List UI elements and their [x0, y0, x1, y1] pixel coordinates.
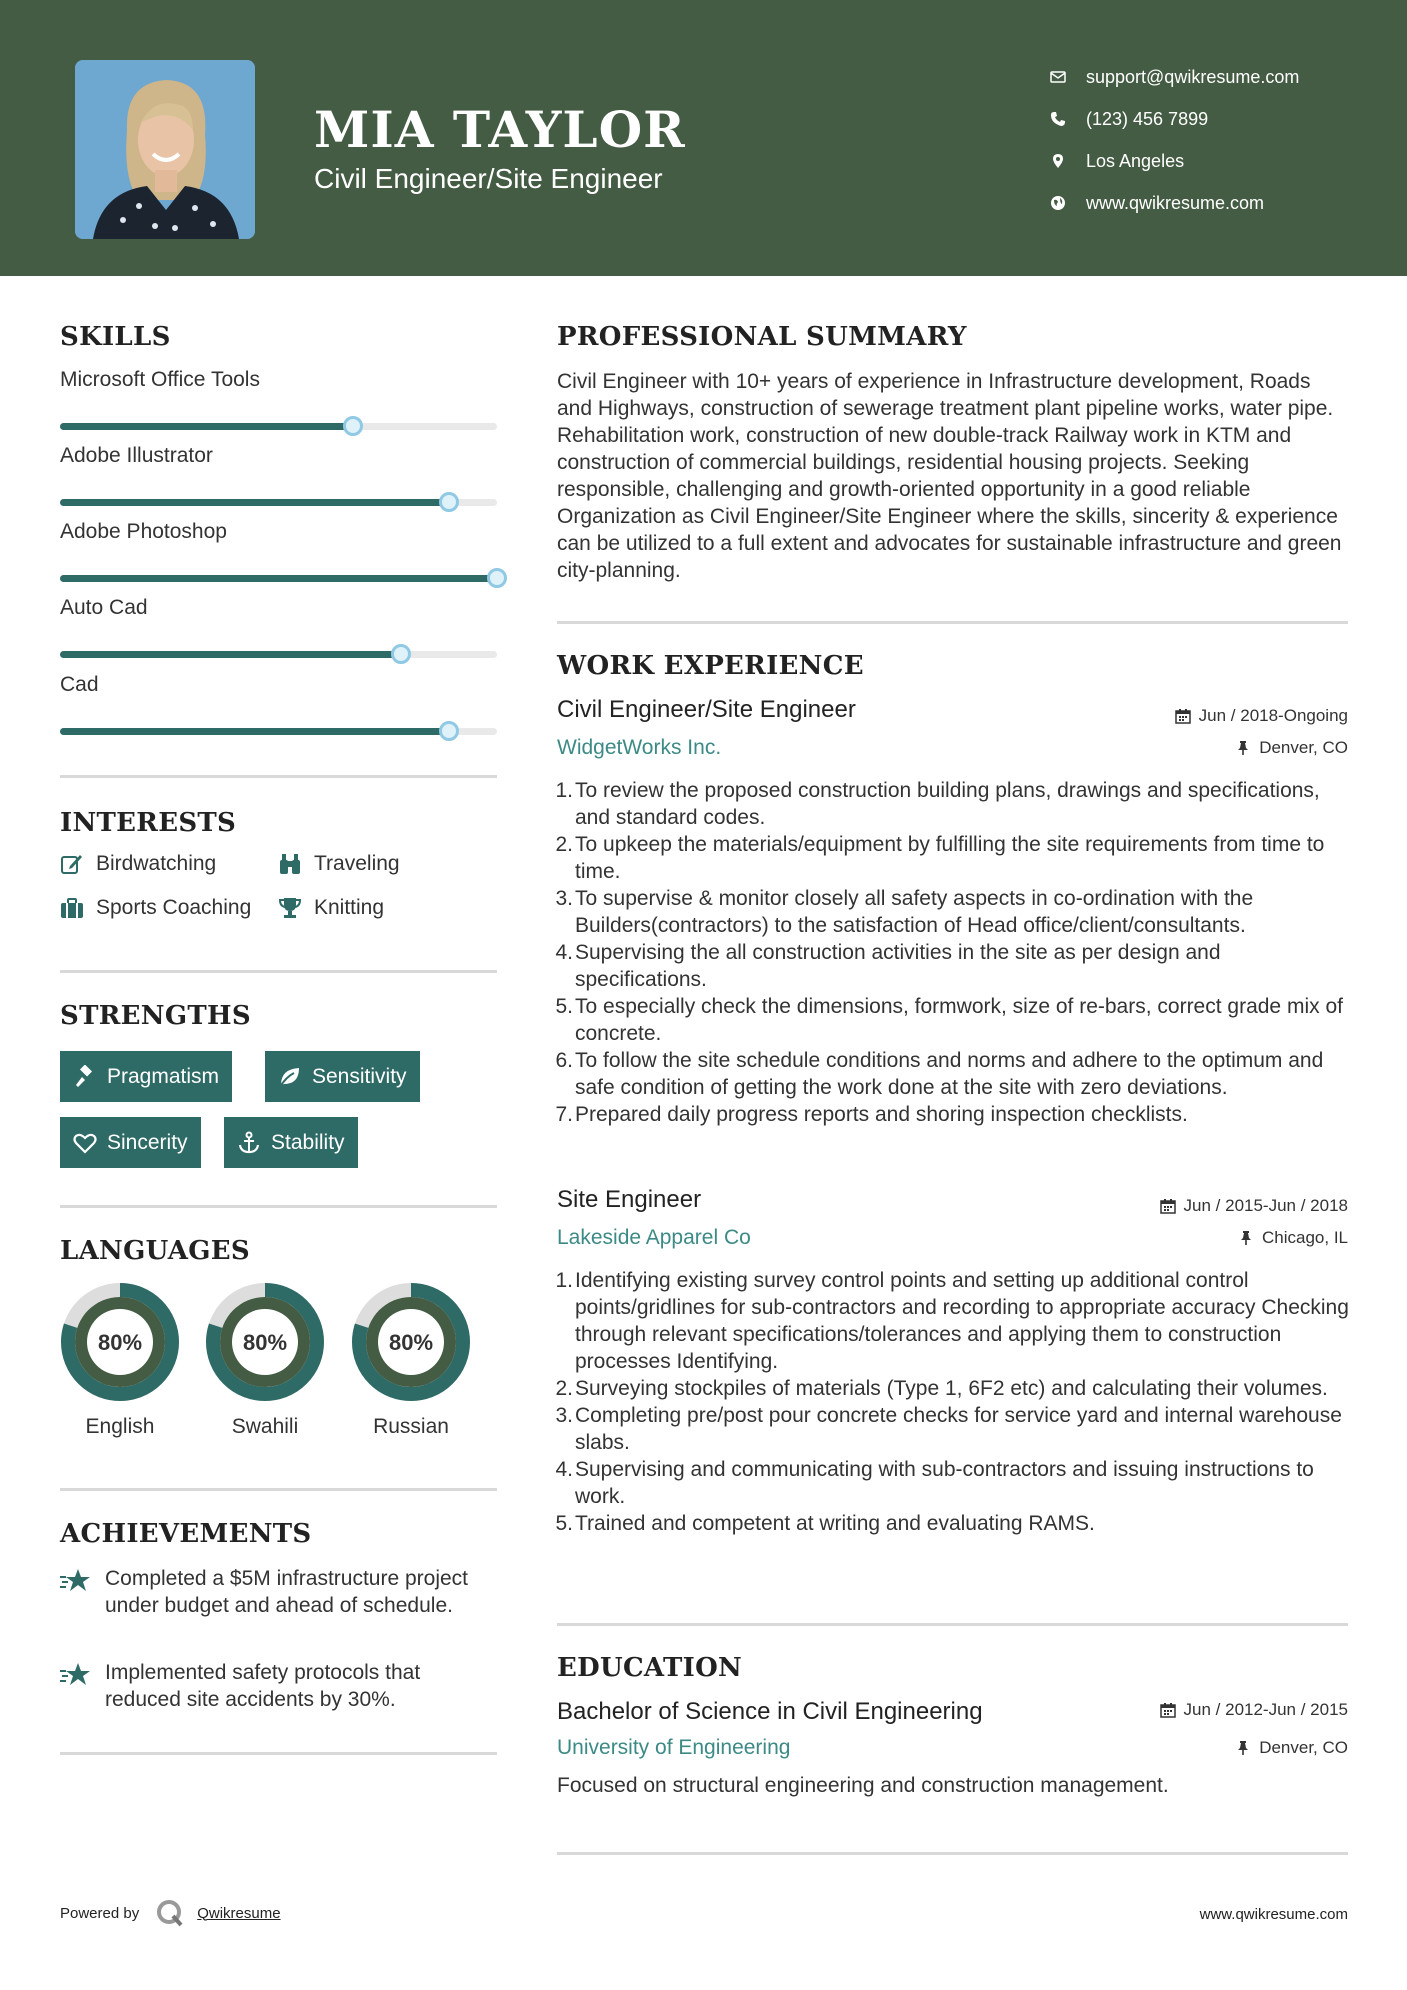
- candidate-role: Civil Engineer/Site Engineer: [314, 163, 663, 194]
- calendar-icon: [1160, 1702, 1176, 1718]
- work-title: WORK EXPERIENCE: [557, 651, 864, 681]
- heart-icon: [73, 1131, 97, 1155]
- section-divider: [557, 1623, 1348, 1626]
- anchor-icon: [237, 1131, 261, 1155]
- job-duties: [557, 1267, 1357, 1537]
- language-ring: [350, 1281, 472, 1403]
- list-item: 2. Surveying stockpiles of materials (Type 1, 6F2 etc) and calculating their volumes.: [555, 1377, 1328, 1400]
- strength-tag: [224, 1117, 358, 1168]
- language-ring: [204, 1281, 326, 1403]
- skill-item: [60, 520, 497, 582]
- interest-label: Knitting: [314, 896, 385, 919]
- language-percent: 80%: [388, 1330, 434, 1355]
- pushpin-icon: [1235, 740, 1251, 756]
- contact-website[interactable]: [1050, 182, 1299, 224]
- skill-bar: [60, 651, 497, 658]
- skill-knob: [343, 416, 363, 436]
- skill-item: [60, 596, 497, 658]
- contact-phone[interactable]: [1050, 98, 1299, 140]
- interest-label: Traveling: [314, 852, 400, 875]
- profile-photo: [75, 60, 255, 239]
- language-label: English: [85, 1415, 155, 1438]
- education-description: Focused on structural engineering and construction management.: [557, 1774, 1169, 1797]
- skill-label: Microsoft Office Tools: [60, 368, 260, 391]
- list-item: 4. Supervising and communicating with sub-contractors and issuing instructions to work.: [555, 1458, 1314, 1508]
- language-percent: 80%: [97, 1330, 143, 1355]
- trophy-icon: [278, 896, 314, 920]
- strength-label: Sincerity: [107, 1130, 188, 1154]
- language-ring: [59, 1281, 181, 1403]
- achievement-text: Implemented safety protocols that reduced site accidents by 30%.: [105, 1661, 421, 1711]
- job-dates-text: Jun / 2018-Ongoing: [1198, 706, 1348, 725]
- skill-label: Adobe Photoshop: [60, 520, 227, 543]
- calendar-icon: [1175, 708, 1191, 724]
- gavel-icon: [73, 1065, 97, 1089]
- school-name: University of Engineering: [557, 1736, 791, 1759]
- job-location-text: Denver, CO: [1259, 738, 1348, 757]
- location-pin-icon: [1050, 153, 1086, 169]
- footer-website[interactable]: www.qwikresume.com: [1199, 1906, 1348, 1923]
- job-location: [1235, 738, 1348, 758]
- pushpin-icon: [1238, 1230, 1254, 1246]
- job-dates-text: Jun / 2015-Jun / 2018: [1183, 1196, 1348, 1215]
- resume-header: [0, 0, 1407, 276]
- summary-title: PROFESSIONAL SUMMARY: [557, 322, 967, 352]
- strength-label: Pragmatism: [107, 1064, 220, 1088]
- degree-title: Bachelor of Science in Civil Engineering: [557, 1698, 983, 1725]
- candidate-name: MIA TAYLOR: [314, 100, 686, 159]
- skill-label: Auto Cad: [60, 596, 148, 619]
- interests-title: INTERESTS: [60, 808, 237, 838]
- education-title: EDUCATION: [557, 1653, 743, 1683]
- summary-text: Civil Engineer with 10+ years of experience in Infrastructure development, Roads and Highways, construction of sewerage treatment plant pipeline works, water pipe. Rehabilitation work, construction of new double-track Railway work in KTM and construction of commercial buildings, residential housing projects. Seeking responsible, challenging and growth-oriented opportunity in a good reliable Organization as Civil Engineer/Site Engineer where the skills, sincerity & experience can be utilized to a full extent and advocates for sustainable infrastructure and green city-planning.: [557, 370, 1342, 582]
- job-location: [1238, 1228, 1348, 1248]
- skill-bar: [60, 728, 497, 735]
- pushpin-icon: [1235, 1740, 1251, 1756]
- star-icon: [60, 1659, 105, 1713]
- skill-knob: [487, 568, 507, 588]
- list-item: 2. To upkeep the materials/equipment by fulfilling the site requirements from time to time.: [555, 833, 1325, 883]
- strength-tag: [60, 1051, 232, 1102]
- list-item: 7. Prepared daily progress reports and shoring inspection checklists.: [555, 1103, 1188, 1126]
- achievement-item: [60, 1659, 490, 1713]
- qwikresume-logo-icon: [155, 1898, 185, 1928]
- list-item: 1. Identifying existing survey control points and setting up additional control points/gridlines for sub-contractors and recording to appropriate accuracy Checking through relevant specifications/tolerances and applying them to construction processes Identifying.: [555, 1269, 1349, 1373]
- list-item: 4. Supervising the all construction activities in the site as per design and specifications.: [555, 941, 1221, 991]
- section-divider: [60, 775, 497, 778]
- strengths-title: STRENGTHS: [60, 1001, 251, 1031]
- interest-label: Sports Coaching: [96, 896, 252, 919]
- interest-label: Birdwatching: [96, 852, 217, 875]
- section-divider: [557, 1852, 1348, 1855]
- list-item: 1. To review the proposed construction building plans, drawings and specifications, and standard codes.: [555, 779, 1320, 829]
- list-item: 5. Trained and competent at writing and evaluating RAMS.: [555, 1512, 1095, 1535]
- job-title: Civil Engineer/Site Engineer: [557, 696, 856, 723]
- list-item: 3. To supervise & monitor closely all safety aspects in co-ordination with the Builders(contractors) to the satisfaction of Head office/client/consultants.: [555, 887, 1254, 937]
- pencil-square-icon: [60, 852, 96, 876]
- skill-item: [60, 444, 497, 506]
- languages-title: LANGUAGES: [60, 1236, 250, 1266]
- education-dates: [1160, 1700, 1348, 1720]
- briefcase-icon: [60, 896, 96, 920]
- language-label: Swahili: [231, 1415, 299, 1438]
- achievements-title: ACHIEVEMENTS: [60, 1519, 312, 1549]
- strength-tag: [265, 1051, 420, 1102]
- binoculars-icon: [278, 852, 314, 876]
- globe-icon: [1050, 195, 1086, 211]
- language-label: Russian: [373, 1415, 449, 1438]
- job-dates: [1175, 706, 1348, 726]
- strength-label: Sensitivity: [312, 1064, 407, 1088]
- strength-label: Stability: [271, 1130, 345, 1154]
- leaf-icon: [278, 1065, 302, 1089]
- contact-location: [1050, 140, 1299, 182]
- skill-item: [60, 673, 497, 735]
- contact-email[interactable]: [1050, 56, 1299, 98]
- language-percent: 80%: [242, 1330, 288, 1355]
- star-icon: [60, 1565, 105, 1619]
- skill-knob: [391, 644, 411, 664]
- section-divider: [60, 1752, 497, 1755]
- qwikresume-link[interactable]: Qwikresume: [197, 1904, 281, 1922]
- achievement-text: Completed a $5M infrastructure project under budget and ahead of schedule.: [105, 1567, 468, 1617]
- skill-label: Adobe Illustrator: [60, 444, 213, 467]
- education-location: [1235, 1738, 1348, 1758]
- language-item: [59, 1281, 181, 1439]
- skill-knob: [439, 721, 459, 741]
- skill-item: [60, 368, 497, 430]
- job-title: Site Engineer: [557, 1186, 702, 1213]
- contact-phone-text: (123) 456 7899: [1086, 108, 1209, 129]
- interest-item: [278, 852, 400, 876]
- interest-item: [60, 852, 216, 876]
- company-name: WidgetWorks Inc.: [557, 736, 722, 759]
- skill-knob: [439, 492, 459, 512]
- contact-list: [1050, 56, 1299, 224]
- interest-item: [278, 896, 384, 920]
- section-divider: [60, 1205, 497, 1208]
- section-divider: [557, 621, 1348, 624]
- section-divider: [60, 1488, 497, 1491]
- contact-website-text: www.qwikresume.com: [1086, 192, 1265, 213]
- skill-label: Cad: [60, 673, 99, 696]
- education-dates-text: Jun / 2012-Jun / 2015: [1183, 1700, 1348, 1719]
- skill-bar: [60, 423, 497, 430]
- skill-bar: [60, 499, 497, 506]
- skills-title: SKILLS: [60, 322, 171, 352]
- section-divider: [60, 970, 497, 973]
- phone-icon: [1050, 111, 1086, 127]
- list-item: 6. To follow the site schedule conditions and norms and adhere to the optimum and safe condition of getting the work done at the site with zero deviations.: [555, 1049, 1324, 1099]
- job-dates: [1160, 1196, 1348, 1216]
- language-item: [204, 1281, 326, 1439]
- list-item: 5. To especially check the dimensions, formwork, size of re-bars, correct grade mix of concrete.: [555, 995, 1343, 1045]
- job-duties: [557, 777, 1357, 1128]
- company-name: Lakeside Apparel Co: [557, 1226, 751, 1249]
- contact-email-text: support@qwikresume.com: [1086, 66, 1300, 87]
- job-location-text: Chicago, IL: [1262, 1228, 1348, 1247]
- calendar-icon: [1160, 1198, 1176, 1214]
- contact-location-text: Los Angeles: [1086, 150, 1185, 171]
- mail-icon: [1050, 69, 1086, 85]
- achievement-item: [60, 1565, 490, 1619]
- interest-item: [60, 896, 251, 920]
- skill-bar: [60, 575, 497, 582]
- education-location-text: Denver, CO: [1259, 1738, 1348, 1757]
- powered-by-text: Powered by: [60, 1904, 140, 1922]
- language-item: [350, 1281, 472, 1439]
- strength-tag: [60, 1117, 201, 1168]
- footer-powered-by: [60, 1898, 281, 1928]
- list-item: 3. Completing pre/post pour concrete checks for service yard and internal warehouse slabs.: [555, 1404, 1342, 1454]
